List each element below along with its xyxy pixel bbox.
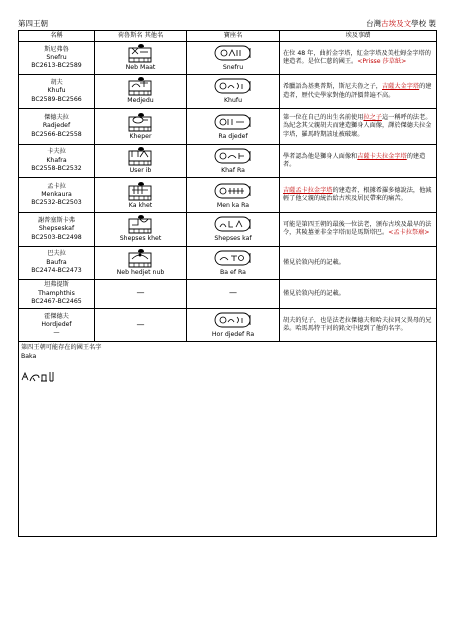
reign-years: — bbox=[53, 329, 60, 337]
king-name-zh: 孟卡拉 bbox=[47, 182, 66, 190]
horus-name-label: Ka khet bbox=[128, 201, 153, 209]
king-name-cell bbox=[19, 246, 95, 279]
horus-name-label: Medjedu bbox=[127, 97, 154, 105]
throne-name-cell bbox=[187, 108, 280, 144]
table-row bbox=[19, 178, 437, 213]
cartouche-hieroglyph-icon bbox=[212, 43, 254, 63]
king-name-zh: 傑德夫拉 bbox=[44, 113, 69, 121]
serekh-hieroglyph-icon bbox=[126, 112, 156, 132]
deeds-text: 僅見於敘內托的記載。 bbox=[283, 289, 345, 297]
horus-name-cell bbox=[95, 42, 187, 75]
king-name-en: Khufu bbox=[47, 87, 66, 95]
king-name-zh: 卡夫拉 bbox=[47, 148, 66, 156]
king-name-zh: 胡夫 bbox=[50, 79, 63, 86]
deeds-highlight: 吉薩孟卡拉金字塔 bbox=[283, 186, 333, 194]
horus-name-cell bbox=[95, 178, 187, 213]
reign-years: BC2566-BC2558 bbox=[31, 130, 82, 138]
horus-name-label: User ib bbox=[129, 166, 152, 174]
throne-name-label: — bbox=[229, 288, 237, 298]
serekh-hieroglyph-icon bbox=[126, 76, 156, 96]
horus-name-label: Neb hedjet nub bbox=[116, 268, 165, 276]
horus-name-label: Kheper bbox=[129, 133, 152, 141]
king-name-cell bbox=[19, 75, 95, 108]
deeds-text: 在位 48 年，曲折金字塔，紅金字塔及美杜姆金字塔的建造者。是位仁慈的國王。 bbox=[283, 49, 431, 66]
serekh-hieroglyph-icon bbox=[126, 214, 156, 234]
deeds-cell bbox=[280, 178, 437, 213]
king-name-cell bbox=[19, 280, 95, 309]
king-name-cell bbox=[19, 213, 95, 246]
throne-name-label: Khufu bbox=[223, 97, 242, 105]
throne-name-label: Hor djedef Ra bbox=[211, 331, 255, 339]
serekh-hieroglyph-icon bbox=[126, 43, 156, 63]
horus-name-cell bbox=[95, 213, 187, 246]
column-header: 名稱 bbox=[19, 31, 95, 42]
table-header-row bbox=[19, 31, 437, 42]
cartouche-hieroglyph-icon bbox=[212, 214, 254, 234]
footer-cell bbox=[19, 342, 437, 537]
serekh-hieroglyph-icon bbox=[126, 181, 156, 201]
king-name-zh: 謝普塞斯卡弗 bbox=[37, 216, 76, 224]
king-name-en: Shepseskaf bbox=[38, 225, 75, 233]
horus-name-label: Shepses khet bbox=[119, 235, 162, 243]
deeds-highlight: 吉薩大金字塔 bbox=[382, 83, 420, 91]
horus-name-cell bbox=[95, 108, 187, 144]
horus-name-cell bbox=[95, 144, 187, 177]
throne-name-cell bbox=[187, 280, 280, 309]
king-name-cell bbox=[19, 144, 95, 177]
deeds-text: 胡夫的兒子，也是法老拉傑德夫和哈夫拉同父異母的兄弟。哈馬馬特干河的銘文中提到了他的名字。 bbox=[283, 316, 432, 333]
throne-name-cell bbox=[187, 309, 280, 342]
throne-name-label: Shepses kaf bbox=[214, 235, 252, 243]
throne-name-cell bbox=[187, 246, 280, 279]
column-header: 埃及事蹟 bbox=[280, 31, 437, 42]
table-row bbox=[19, 213, 437, 246]
reign-years: BC2474-BC2473 bbox=[31, 267, 82, 275]
table-row bbox=[19, 108, 437, 144]
cartouche-hieroglyph-icon bbox=[212, 76, 254, 96]
table-row bbox=[19, 280, 437, 309]
reign-years: BC2467-BC2465 bbox=[31, 298, 82, 306]
table-row bbox=[19, 246, 437, 279]
throne-name-label: Snefru bbox=[222, 64, 244, 71]
throne-name-label: Ra djedef bbox=[218, 133, 248, 141]
deeds-cell bbox=[280, 280, 437, 309]
king-name-en: Baufra bbox=[46, 258, 67, 266]
king-name-en: Radjedef bbox=[42, 122, 71, 130]
king-name-en: Hordjedef bbox=[41, 321, 72, 329]
page-header bbox=[18, 18, 436, 30]
table-row bbox=[19, 309, 437, 342]
deeds-highlight: 拉之子 bbox=[363, 113, 382, 121]
footer-row bbox=[19, 342, 437, 537]
deeds-text: 僅見於敘內托的記載。 bbox=[283, 258, 345, 266]
king-name-en: Menkaura bbox=[41, 191, 72, 199]
throne-name-cell bbox=[187, 178, 280, 213]
deeds-cell bbox=[280, 75, 437, 108]
horus-name-cell bbox=[95, 246, 187, 279]
reign-years: BC2589-BC2566 bbox=[31, 95, 82, 103]
deeds-text: 第一位在自己的出生名前使用 bbox=[283, 113, 364, 121]
table-row bbox=[19, 75, 437, 108]
cartouche-hieroglyph-icon bbox=[212, 181, 254, 201]
throne-name-label: Ba ef Ra bbox=[220, 268, 246, 276]
cartouche-hieroglyph-icon bbox=[212, 248, 254, 268]
reign-years: BC2613-BC2589 bbox=[31, 62, 82, 70]
king-name-zh: 坦弗提斯 bbox=[44, 281, 69, 289]
horus-name-label: — bbox=[136, 288, 145, 298]
column-header: 寶座名 bbox=[187, 31, 280, 42]
kings-table bbox=[18, 30, 437, 537]
deeds-cell bbox=[280, 42, 437, 75]
deeds-highlight: <Prisse 莎草紙> bbox=[357, 58, 407, 66]
deeds-cell bbox=[280, 108, 437, 144]
horus-name-cell bbox=[95, 309, 187, 342]
deeds-text: 的建造者，歷代史學家對他的評價普遍不高。 bbox=[283, 83, 432, 99]
horus-name-cell bbox=[95, 75, 187, 108]
table-row bbox=[19, 144, 437, 177]
cartouche-hieroglyph-icon bbox=[212, 310, 254, 330]
reign-years: BC2558-BC2532 bbox=[31, 165, 82, 173]
footer-note: 第四王朝可能存在的國王名字 bbox=[21, 344, 102, 352]
deeds-text: 學者認為他是獅身人面像和 bbox=[283, 152, 358, 160]
cartouche-hieroglyph-icon bbox=[212, 112, 254, 132]
dynasty-title: 第四王朝 bbox=[18, 19, 48, 28]
school-credit bbox=[366, 18, 436, 30]
reign-years: BC2503-BC2498 bbox=[31, 233, 82, 241]
king-name-zh: 霍傑德夫 bbox=[44, 312, 69, 320]
deeds-text: 的建造者，根據希羅多德說法，他減輕了他父親的統治給古埃及居民帶來的痛苦。 bbox=[283, 186, 432, 203]
credit-text: 台灣 bbox=[366, 19, 382, 28]
deeds-text: 可能是第四王朝的最後一位法老，頒布古埃及最早的法令，其陵墓並非金字塔而是馬斯塔巴。 bbox=[283, 221, 432, 237]
serekh-hieroglyph-icon bbox=[126, 146, 156, 166]
deeds-cell bbox=[280, 213, 437, 246]
throne-name-cell bbox=[187, 42, 280, 75]
baka-hieroglyph-icon bbox=[21, 369, 55, 383]
deeds-highlight: 吉薩卡夫拉金字塔 bbox=[357, 152, 407, 160]
deeds-text: 希臘語為基奧普斯，斯尼夫魯之子， bbox=[283, 83, 382, 91]
deeds-highlight: <孟卡拉祭廟> bbox=[388, 229, 430, 237]
cartouche-hieroglyph-icon bbox=[212, 146, 254, 166]
throne-name-cell bbox=[187, 75, 280, 108]
horus-name-label: Neb Maat bbox=[125, 64, 156, 71]
king-name-zh: 斯尼弗魯 bbox=[44, 45, 69, 53]
serekh-hieroglyph-icon bbox=[126, 248, 156, 268]
document-page bbox=[18, 18, 436, 537]
credit-text-end: 學校 製 bbox=[411, 19, 436, 28]
deeds-text: 這一稱呼的法老。為紀念其父親胡夫而建造獅身人面像，譯於傑德夫拉金字塔，羅馬時期該址被破壞。 bbox=[283, 113, 432, 138]
king-name-en: Khafra bbox=[46, 156, 67, 164]
credit-highlight: 古埃及文 bbox=[381, 19, 412, 28]
deeds-cell bbox=[280, 246, 437, 279]
horus-name-cell bbox=[95, 280, 187, 309]
king-name-en: Thamphthis bbox=[38, 289, 75, 297]
king-name-zh: 巴夫拉 bbox=[47, 250, 66, 258]
deeds-cell bbox=[280, 144, 437, 177]
reign-years: BC2532-BC2503 bbox=[31, 199, 82, 207]
king-name-cell bbox=[19, 42, 95, 75]
throne-name-cell bbox=[187, 213, 280, 246]
king-name-cell bbox=[19, 309, 95, 342]
king-name-cell bbox=[19, 108, 95, 144]
throne-name-cell bbox=[187, 144, 280, 177]
king-name-cell bbox=[19, 178, 95, 213]
throne-name-label: Men ka Ra bbox=[216, 201, 250, 209]
deeds-text: 的建造者。 bbox=[283, 152, 426, 169]
footer-king-name: Baka bbox=[21, 352, 37, 360]
king-name-en: Snefru bbox=[46, 54, 67, 61]
throne-name-label: Khaf Ra bbox=[221, 166, 245, 174]
column-header: 荷魯斯名 其他名 bbox=[95, 31, 187, 42]
table-row bbox=[19, 42, 437, 75]
deeds-cell bbox=[280, 309, 437, 342]
horus-name-label: — bbox=[136, 319, 145, 329]
